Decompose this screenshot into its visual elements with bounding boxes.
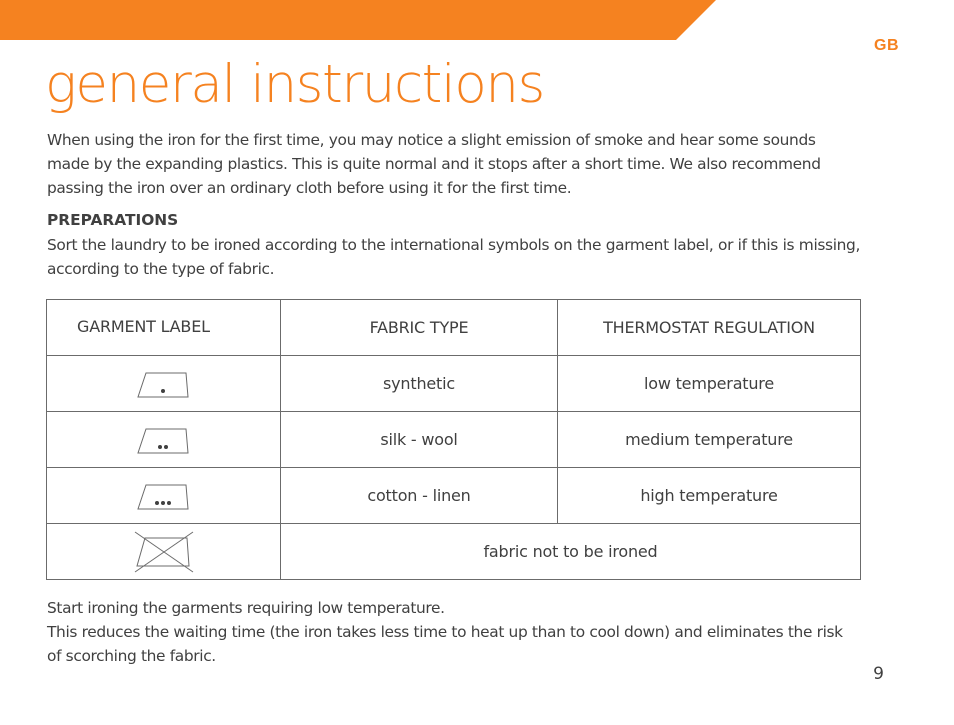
garment-label-cell (47, 356, 281, 412)
no-iron-cell (281, 524, 861, 580)
language-code: GB (874, 37, 899, 54)
fabric-type-text: silk - wool (380, 430, 458, 449)
table-header-row (47, 300, 861, 356)
header-fabric-type: FABRIC TYPE (281, 300, 558, 356)
iron-one-dot-icon (136, 367, 192, 401)
fabric-type-text: cotton - linen (367, 486, 471, 505)
table-row (47, 468, 861, 524)
garment-label-cell (47, 412, 281, 468)
iron-crossed-out-icon (131, 528, 197, 576)
preparations-heading: PREPARATIONS (47, 211, 179, 229)
outro-line-1: Start ironing the garments requiring low temperature. (47, 599, 445, 617)
intro-paragraph: When using the iron for the first time, you may notice a slight emission of smoke and hear some sounds made by the expanding plastics. This is quite normal and it stops after a short time. We also recommend passing the iron over an ordinary cloth before using it for the first time. (47, 131, 821, 197)
garment-label-cell (47, 468, 281, 524)
thermostat-cell (558, 412, 861, 468)
iron-two-dots-icon (136, 423, 192, 457)
fabric-type-cell (281, 468, 558, 524)
header-thermostat: THERMOSTAT REGULATION (558, 300, 861, 356)
thermostat-text: medium temperature (625, 430, 793, 449)
thermostat-text: low temperature (644, 374, 774, 393)
outro-paragraph (47, 596, 860, 668)
thermostat-cell (558, 468, 861, 524)
no-iron-text: fabric not to be ironed (483, 542, 658, 561)
garment-label-cell (47, 524, 281, 580)
table-row (47, 356, 861, 412)
fabric-table (46, 299, 861, 580)
table-row (47, 412, 861, 468)
page-number: 9 (873, 664, 884, 684)
header-accent-band (0, 0, 716, 40)
thermostat-cell (558, 356, 861, 412)
header-garment-label: GARMENT LABEL (47, 300, 281, 356)
page-title: general instructions (45, 54, 544, 115)
iron-three-dots-icon (136, 479, 192, 513)
outro-line-2: This reduces the waiting time (the iron takes less time to heat up than to cool down) and eliminates the risk of scorching the fabric. (47, 623, 843, 665)
table-row (47, 524, 861, 580)
fabric-type-cell (281, 356, 558, 412)
preparations-paragraph: Sort the laundry to be ironed according to the international symbols on the garment label, or if this is missing, according to the type of fabric. (47, 236, 860, 278)
thermostat-text: high temperature (640, 486, 778, 505)
fabric-type-cell (281, 412, 558, 468)
fabric-type-text: synthetic (383, 374, 455, 393)
